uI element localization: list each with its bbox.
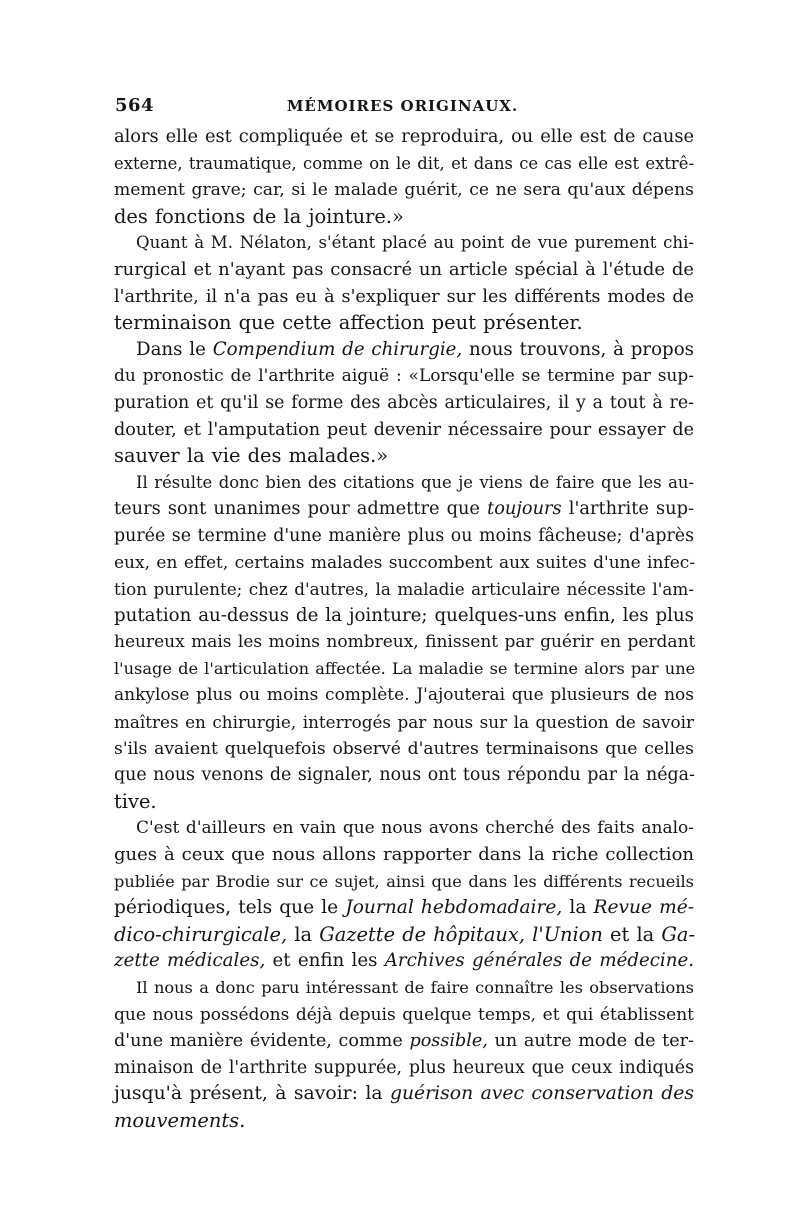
text-run: maîtres en chirurgie, interrogés par nous sur la question de savoir: [114, 712, 694, 733]
text-run: que nous possédons déjà depuis quelque temps, et qui établissent: [114, 1004, 694, 1025]
text-line: [114, 177, 694, 204]
text-run: périodiques, tels que le: [114, 897, 346, 919]
text-run: alors elle est compliquée et se reproduira, ou elle est de cause: [114, 126, 694, 147]
text-run: mement grave; car, si le malade guérit, ce ne sera qu'aux dépens: [114, 180, 694, 201]
text-run: jusqu'à présent, à savoir: la: [114, 1083, 390, 1105]
text-run: que nous venons de signaler, nous ont tous répondu par la néga-: [114, 765, 695, 786]
text-run: un autre mode de ter-: [487, 1031, 694, 1052]
italic-text: possible,: [409, 1031, 488, 1052]
text-line: [114, 310, 694, 337]
text-line: [114, 443, 694, 470]
text-line: [114, 922, 694, 949]
text-run: purée se termine d'une manière plus ou moins fâcheuse; d'après: [114, 525, 694, 546]
italic-text: Compendium de chirurgie,: [212, 338, 463, 360]
text-run: teurs sont unanimes pour admettre que: [114, 498, 488, 520]
italic-text: guérison avec conservation des: [389, 1083, 694, 1105]
text-run: Dans le: [136, 338, 213, 360]
text-run: la: [287, 922, 320, 946]
text-line: [114, 204, 694, 231]
text-line: [114, 656, 694, 683]
text-line: [114, 842, 694, 869]
text-run: d'une manière évidente, comme: [114, 1031, 410, 1052]
text-run: minaison de l'arthrite suppurée, plus heureux que ceux indiqués: [114, 1057, 694, 1078]
text-line: [114, 975, 694, 1002]
text-run: et la: [602, 922, 662, 946]
text-line: [114, 230, 694, 257]
text-run: C'est d'ailleurs en vain que nous avons cherché des faits analo-: [136, 818, 694, 839]
text-line: [114, 363, 694, 390]
text-line: [114, 762, 694, 789]
text-run: douter, et l'amputation peut devenir nécessaire pour essayer de: [114, 419, 694, 440]
text-run: tive.: [114, 789, 157, 813]
text-line: [114, 390, 694, 417]
text-run: eux, en effet, certains malades succombent aux suites d'une infec-: [114, 552, 696, 573]
text-line: [114, 257, 694, 284]
italic-text: dico-chirurgicale,: [114, 922, 288, 946]
text-line: [114, 682, 694, 709]
text-line: [114, 417, 694, 444]
text-run: gues à ceux que nous allons rapporter dans la riche collection: [114, 844, 694, 866]
text-line: [114, 151, 694, 178]
text-run: terminaison que cette affection peut présenter.: [114, 311, 583, 335]
italic-text: Revue mé-: [593, 897, 694, 919]
text-line: [114, 523, 694, 550]
italic-text: l'Union: [532, 922, 603, 946]
text-line: [114, 709, 694, 736]
text-line: [114, 603, 694, 630]
text-line: [114, 948, 694, 975]
text-run: s'ils avaient quelquefois observé d'autres terminaisons que celles: [114, 738, 694, 759]
text-line: [114, 869, 694, 896]
text-run: nous trouvons, à propos: [462, 338, 694, 360]
text-run: l'arthrite, il n'a pas eu à s'expliquer sur les différents modes de: [114, 286, 694, 307]
italic-text: Gazette de hôpitaux,: [319, 922, 525, 946]
running-head: MÉMOIRES ORIGINAUX.: [286, 97, 519, 115]
text-line: [114, 284, 694, 311]
text-run: rurgical et n'ayant pas consacré un article spécial à l'étude de: [114, 258, 694, 280]
text-run: externe, traumatique, comme on le dit, et dans ce cas elle est extrê-: [114, 153, 694, 173]
text-run: publiée par Brodie sur ce sujet, ainsi que dans les différents recueils: [114, 871, 694, 891]
italic-text: mouvements.: [114, 1108, 246, 1132]
text-run: Il résulte donc bien des citations que je viens de faire que les au-: [136, 472, 694, 492]
text-line: [114, 629, 694, 656]
text-run: tion purulente; chez d'autres, la maladie articulaire nécessite l'am-: [114, 579, 694, 600]
italic-text: Archives générales de médecine.: [384, 950, 695, 972]
text-line: [114, 470, 694, 497]
text-line: [114, 124, 694, 151]
text-run: Quant à M. Nélaton, s'étant placé au point de vue purement chi-: [136, 233, 694, 253]
text-run: du pronostic de l'arthrite aiguë : «Lorsqu'elle se termine par sup-: [114, 366, 694, 387]
italic-text: toujours: [487, 498, 562, 520]
page-number: 564: [115, 95, 155, 116]
body-text: [114, 124, 694, 1135]
text-line: [114, 337, 694, 364]
text-line: [114, 1081, 694, 1108]
text-line: [114, 576, 694, 603]
text-line: [114, 1055, 694, 1082]
text-run: l'usage de l'articulation affectée. La maladie se termine alors par une: [114, 658, 696, 678]
text-line: [114, 815, 694, 842]
text-run: des fonctions de la jointure.»: [114, 204, 404, 228]
text-run: la: [562, 897, 594, 919]
text-run: Il nous a donc paru intéressant de faire connaître les observations: [136, 978, 694, 997]
text-run: ankylose plus ou moins complète. J'ajouterai que plusieurs de nos: [114, 685, 694, 706]
text-line: [114, 736, 694, 763]
italic-text: zette médicales,: [114, 950, 266, 972]
text-line: [114, 550, 694, 577]
text-run: heureux mais les moins nombreux, finissent par guérir en perdant: [114, 632, 696, 653]
text-run: sauver la vie des malades.»: [114, 444, 389, 468]
text-line: [114, 1108, 694, 1135]
text-line: [114, 895, 694, 922]
text-run: putation au-dessus de la jointure; quelques-uns enfin, les plus: [114, 604, 694, 626]
text-line: [114, 1002, 694, 1029]
text-run: puration et qu'il se forme des abcès articulaires, il y a tout à re-: [114, 392, 694, 413]
text-run: l'arthrite sup-: [561, 498, 694, 520]
text-line: [114, 789, 694, 816]
italic-text: Ga-: [661, 922, 696, 946]
text-line: [114, 1028, 694, 1055]
text-line: [114, 496, 694, 523]
italic-text: Journal hebdomadaire,: [345, 897, 563, 919]
page-header: [115, 95, 690, 125]
text-run: et enfin les: [265, 950, 385, 972]
